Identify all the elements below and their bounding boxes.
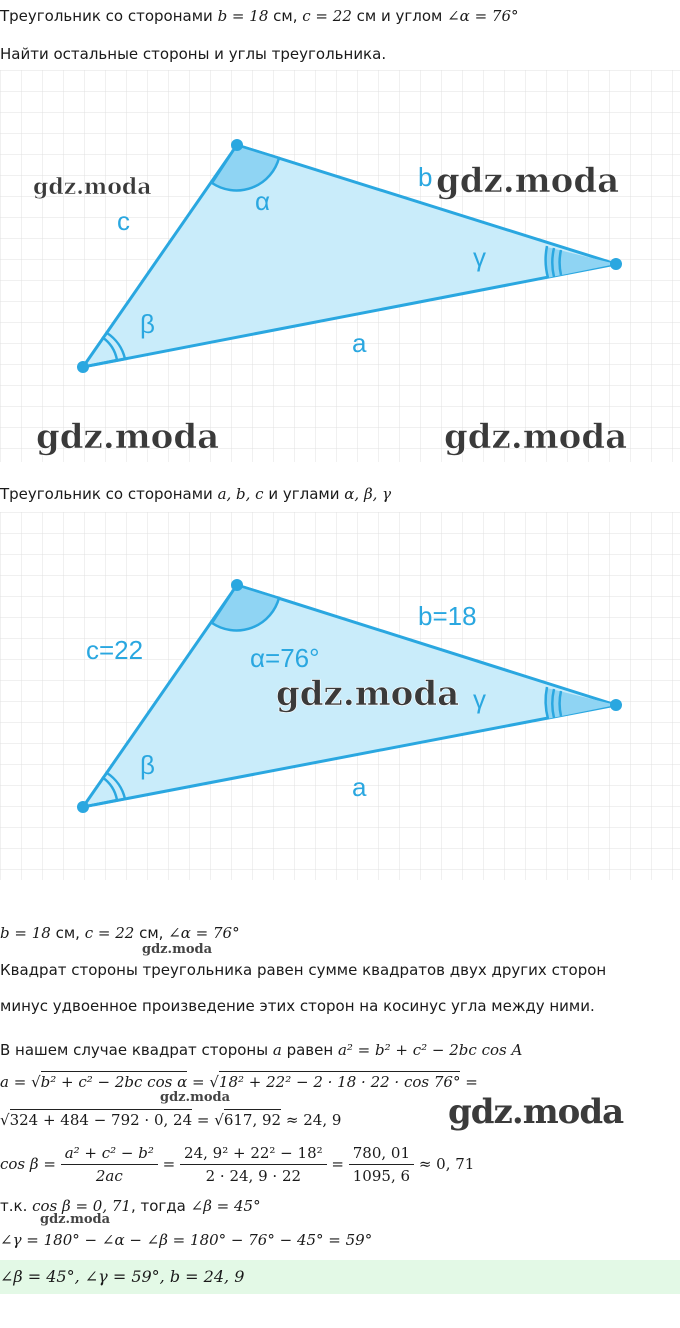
label-alpha: α=76° xyxy=(250,643,320,673)
answer-box xyxy=(0,1260,680,1294)
eq2-end: ≈ 24, 9 xyxy=(285,1111,342,1129)
f3-num: 780, 01 xyxy=(349,1142,414,1165)
since-cos: cos β = 0, 71 xyxy=(32,1197,131,1215)
case-text: В нашем случае квадрат стороны xyxy=(0,1041,269,1059)
watermark-logo: gdz.moda xyxy=(36,417,220,457)
label-c: c=22 xyxy=(86,635,144,665)
watermark-logo: gdz.moda xyxy=(444,417,628,457)
eq1-end: = xyxy=(465,1073,478,1091)
answer-text: ∠β = 45°, ∠γ = 59°, b = 24, 9 xyxy=(0,1267,245,1286)
f1-num: a² + c² − b² xyxy=(61,1142,158,1165)
given-values xyxy=(0,923,240,943)
watermark-logo: gdz.moda xyxy=(276,674,460,714)
caption-mid: и углами xyxy=(268,485,340,503)
vertex-right xyxy=(610,258,622,270)
equation-2 xyxy=(0,1110,341,1130)
label-b: b=18 xyxy=(418,601,477,631)
since-prefix: т.к. xyxy=(0,1197,28,1215)
since-angle: ∠β = 45° xyxy=(190,1197,261,1215)
f1-den: 2ac xyxy=(95,1167,123,1185)
vertex-top xyxy=(231,579,243,591)
caption-angles: α, β, γ xyxy=(344,485,392,503)
caption-2 xyxy=(0,484,391,504)
triangle-figure-1 xyxy=(0,70,680,462)
given-b: b = 18 xyxy=(0,924,51,942)
cos-left: cos β = xyxy=(0,1155,56,1173)
vertex-right xyxy=(610,699,622,711)
case-equal: равен xyxy=(286,1041,334,1059)
fraction-3 xyxy=(349,1142,414,1187)
sqrt-sign: √ xyxy=(214,1111,224,1129)
statement-b: b = 18 xyxy=(217,7,269,25)
given-b-unit: см, xyxy=(55,924,80,942)
triangle-figure-2 xyxy=(0,512,680,880)
given-c-unit: см, xyxy=(139,924,164,942)
eq2-root1: 324 + 484 − 792 · 0, 24 xyxy=(9,1111,193,1129)
problem-statement xyxy=(0,6,519,26)
statement-angle: ∠α = 76° xyxy=(447,7,519,25)
label-alpha: α xyxy=(255,186,271,216)
label-beta: β xyxy=(140,309,155,339)
given-angle: ∠α = 76° xyxy=(168,924,240,942)
caption-prefix: Треугольник со сторонами xyxy=(0,485,213,503)
equation-1 xyxy=(0,1072,478,1092)
watermark-logo: gdz.moda xyxy=(448,1092,624,1132)
gamma-equation: ∠γ = 180° − ∠α − ∠β = 180° − 76° − 45° = 59° xyxy=(0,1231,373,1249)
eq1-root1: b² + c² − 2bc cos α xyxy=(40,1073,188,1091)
fraction-1 xyxy=(61,1142,158,1187)
fraction-2 xyxy=(180,1142,327,1187)
vertex-left xyxy=(77,361,89,373)
watermark-logo: gdz.moda xyxy=(40,1212,111,1227)
since-then: , тогда xyxy=(130,1197,186,1215)
case-a: a xyxy=(272,1041,282,1059)
statement-prefix: Треугольник со сторонами xyxy=(0,7,213,25)
label-a: a xyxy=(352,772,367,802)
cos-approx: ≈ 0, 71 xyxy=(418,1155,475,1173)
eq1-left: a = xyxy=(0,1073,27,1091)
eq2-mid: = xyxy=(196,1111,210,1129)
statement-c: c = 22 xyxy=(302,7,352,25)
sqrt-sign: √ xyxy=(0,1111,10,1129)
angle-gamma-arc3 xyxy=(560,691,561,716)
f2-num: 24, 9² + 22² − 18² xyxy=(180,1142,327,1165)
eq1-root2: 18² + 22² − 2 · 18 · 22 · cos 76° xyxy=(218,1073,461,1091)
statement-unit1: см, xyxy=(273,7,298,25)
label-beta: β xyxy=(140,750,155,780)
caption-sides: a, b, c xyxy=(217,485,264,503)
label-a: a xyxy=(352,328,367,358)
angle-gamma-arc3 xyxy=(560,250,561,275)
case-line xyxy=(0,1040,522,1060)
f2-den: 2 · 24, 9 · 22 xyxy=(205,1167,302,1185)
label-gamma: γ xyxy=(473,242,486,272)
eq2-root2: 617, 92 xyxy=(223,1111,282,1129)
statement-unit2: см и углом xyxy=(356,7,443,25)
watermark-logo: gdz.moda xyxy=(436,161,620,201)
rule-line-2: минус удвоенное произведение этих сторон на косинус угла между ними. xyxy=(0,997,595,1015)
cos-beta-equation: cos β = $\frac{\text{a² + c² − b²}}{2ac}$ = $\frac{\text{24, 9² + 22² − 18²}}{2 \cdot 24, 9 \cdot 22}$ = $\frac{780, 01}{1095, 6}$ ≈ 0, 71 xyxy=(0,1144,475,1185)
label-gamma: γ xyxy=(473,684,486,714)
sqrt-sign: √ xyxy=(31,1073,41,1091)
task-text: Найти остальные стороны и углы треугольника. xyxy=(0,45,387,63)
sqrt-sign: √ xyxy=(209,1073,219,1091)
f3-den: 1095, 6 xyxy=(352,1167,411,1185)
label-b: b xyxy=(418,162,433,192)
watermark-logo: gdz.moda xyxy=(160,1090,231,1105)
case-formula: a² = b² + c² − 2bc cos A xyxy=(337,1041,523,1059)
given-c: c = 22 xyxy=(84,924,135,942)
vertex-top xyxy=(231,139,243,151)
label-c: c xyxy=(117,206,130,236)
eq1-mid: = xyxy=(192,1073,205,1091)
watermark-logo: gdz.moda xyxy=(142,942,213,957)
vertex-left xyxy=(77,801,89,813)
watermark-logo: gdz.moda xyxy=(33,174,152,200)
rule-line-1: Квадрат стороны треугольника равен сумме квадратов двух других сторон xyxy=(0,961,607,979)
